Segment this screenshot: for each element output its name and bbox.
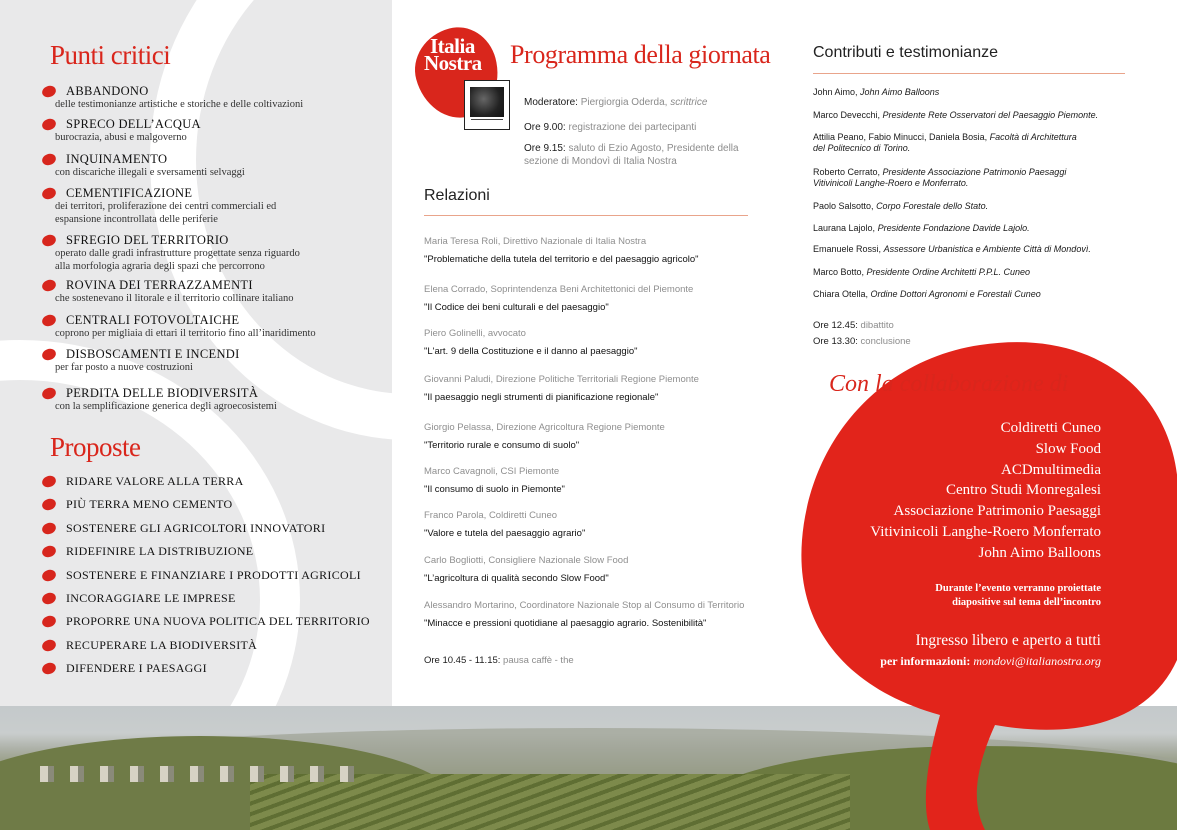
ingresso-line: Ingresso libero e aperto a tutti — [915, 632, 1101, 649]
contributo-name: Attilia Peano, Fabio Minucci, Daniela Bosia, — [813, 132, 988, 142]
contributo-name: Emanuele Rossi, — [813, 244, 882, 254]
partner-name: Associazione Patrimonio Paesaggi — [893, 503, 1101, 520]
proposta-text: DIFENDERE I PAESAGGI — [66, 661, 207, 676]
info-label: per informazioni: — [880, 654, 971, 668]
partner-name: Slow Food — [1035, 440, 1101, 457]
critico-desc: operato dalle gradi infrastrutture progettate senza riguardo — [55, 248, 300, 259]
critico-title: INQUINAMENTO — [66, 152, 168, 166]
relazione-title: "L’agricoltura di qualità secondo Slow Food" — [424, 573, 609, 584]
ore-12-45-text: dibattito — [860, 320, 894, 331]
red-dot-bullet-icon — [41, 152, 58, 167]
red-blob-shape — [780, 330, 1177, 830]
critico-desc: che sostenevano il litorale e il territorio collinare italiano — [55, 293, 294, 304]
proposta-text: PROPORRE UNA NUOVA POLITICA DEL TERRITORIO — [66, 614, 370, 629]
logo-line1: Italia — [430, 34, 475, 58]
relazioni-divider — [424, 215, 748, 216]
village-buildings — [40, 766, 360, 782]
critico-title: PERDITA DELLE BIODIVERSITÀ — [66, 386, 259, 400]
proposta-text: INCORAGGIARE LE IMPRESE — [66, 591, 236, 605]
critico-desc: per far posto a nuove costruzioni — [55, 362, 193, 373]
critico-item — [42, 186, 382, 226]
contributo-item — [813, 267, 1030, 278]
critico-item — [42, 152, 382, 179]
pausa-line — [424, 655, 574, 666]
italia-nostra-logo — [414, 28, 514, 136]
moderatore-role: scrittrice — [670, 97, 708, 108]
critico-item — [42, 117, 382, 144]
contributo-item — [813, 110, 1098, 121]
relatore-name: Carlo Bogliotti, Consigliere Nazionale Slow Food — [424, 555, 629, 566]
critico-desc: con la semplificazione generica degli agroecosistemi — [55, 401, 277, 412]
relazione-title: "Il consumo di suolo in Piemonte" — [424, 484, 565, 495]
proposta-text: SOSTENERE GLI AGRICOLTORI INNOVATORI — [66, 520, 326, 535]
relatore-name: Piero Golinelli, avvocato — [424, 328, 526, 339]
critico-item — [42, 347, 382, 374]
proposta-text: RIDEFINIRE LA DISTRIBUZIONE — [66, 544, 254, 559]
ore-9-15-line2: sezione di Mondovì di Italia Nostra — [524, 156, 677, 167]
moderatore-line — [524, 97, 707, 108]
partner-name: Centro Studi Monregalesi — [946, 482, 1101, 499]
proposta-item — [42, 567, 372, 583]
relatore-name: Giovanni Paludi, Direzione Politiche Territoriali Regione Piemonte — [424, 374, 699, 385]
contributo-role: Presidente Associazione Patrimonio Paesaggi — [882, 167, 1067, 177]
red-dot-bullet-icon — [41, 233, 58, 248]
pausa-label: Ore 10.45 - 11.15: — [424, 655, 501, 666]
partner-name: Vitivinicoli Langhe-Roero Monferrato — [870, 524, 1101, 540]
relatore-name: Maria Teresa Roli, Direttivo Nazionale di Italia Nostra — [424, 236, 647, 247]
contributo-name: John Aimo, — [813, 87, 858, 97]
punti-critici-title: Punti critici — [50, 40, 171, 70]
red-dot-bullet-icon — [41, 661, 58, 676]
relatore-name: Franco Parola, Coldiretti Cuneo — [424, 510, 558, 521]
ore-9-15-block — [524, 142, 739, 168]
red-dot-bullet-icon — [41, 521, 58, 536]
critico-title: SFREGIO DEL TERRITORIO — [66, 233, 229, 247]
relazione-title: "Valore e tutela del paesaggio agrario" — [424, 528, 586, 539]
contributi-divider — [813, 73, 1125, 74]
contributo-role: John Aimo Balloons — [860, 87, 940, 97]
relatore-name: Marco Cavagnoli, CSI Piemonte — [424, 466, 560, 477]
contributo-role: Presidente Ordine Architetti P.P.L. Cuneo — [866, 267, 1030, 277]
ore-9-15-label: Ore 9.15: — [524, 143, 566, 154]
contributo-role: Facoltà di Architettura — [989, 132, 1077, 142]
critico-desc: alla morfologia agraria degli spazi che percorrono — [55, 261, 265, 272]
red-dot-bullet-icon — [41, 278, 58, 293]
contributo-item — [813, 87, 939, 98]
logo-text — [424, 34, 504, 75]
critico-item — [42, 386, 382, 413]
partner-name: Coldiretti Cuneo — [1000, 420, 1101, 436]
programma-title: Programma della giornata — [510, 40, 771, 69]
proposta-item — [42, 520, 372, 536]
critico-item — [42, 233, 382, 273]
contributo-role: Assessore Urbanistica e Ambiente Città di Mondovì. — [883, 244, 1091, 254]
contributo-item — [813, 244, 1091, 255]
red-dot-bullet-icon — [41, 347, 58, 362]
contributo-role-line2: del Politecnico di Torino. — [813, 143, 911, 153]
proposta-text: RIDARE VALORE ALLA TERRA — [66, 474, 244, 488]
vineyard-rows — [250, 774, 850, 830]
critico-title: ABBANDONO — [66, 84, 149, 98]
critico-item — [42, 278, 382, 305]
red-dot-bullet-icon — [41, 568, 58, 583]
proposta-text: PIÙ TERRA MENO CEMENTO — [66, 497, 233, 512]
ore-9-15-line1: saluto di Ezio Agosto, Presidente della — [568, 143, 739, 154]
relatore-name: Alessandro Mortarino, Coordinatore Nazionale Stop al Consumo di Territorio — [424, 600, 745, 611]
proposta-item — [42, 590, 372, 606]
relazione-title: "Il Codice dei beni culturali e del paesaggio" — [424, 302, 609, 313]
proposta-item — [42, 660, 372, 676]
critico-title: SPRECO DELL’ACQUA — [66, 117, 201, 131]
red-dot-bullet-icon — [41, 638, 58, 653]
proposta-text: SOSTENERE E FINANZIARE I PRODOTTI AGRICOLI — [66, 567, 361, 582]
pausa-text: pausa caffè - the — [503, 655, 574, 666]
critico-desc: coprono per migliaia di ettari il territorio fino all’inaridimento — [55, 328, 316, 339]
contributo-name: Roberto Cerrato, — [813, 167, 881, 177]
critico-desc: dei territori, proliferazione dei centri commerciali ed — [55, 201, 277, 212]
collaborazione-title-text: Con la collaborazione di — [829, 371, 1069, 397]
contributo-name: Marco Devecchi, — [813, 110, 881, 120]
relatore-name: Elena Corrado, Soprintendenza Beni Architettonici del Piemonte — [424, 284, 694, 295]
critico-title: ROVINA DEI TERRAZZAMENTI — [66, 278, 253, 292]
red-dot-bullet-icon — [41, 474, 58, 489]
critico-desc: espansione incontrollata delle periferie — [55, 214, 218, 225]
relazione-title: "L'art. 9 della Costituzione e il danno al paesaggio" — [424, 346, 638, 357]
relazione-title: "Il paesaggio negli strumenti di pianificazione regionale" — [424, 392, 659, 403]
ore-9-00-line — [524, 122, 696, 133]
moderatore-label: Moderatore: — [524, 97, 578, 108]
critico-desc: con discariche illegali e sversamenti selvaggi — [55, 167, 245, 178]
red-dot-bullet-icon — [41, 186, 58, 201]
contributi-title: Contributi e testimonianze — [813, 44, 998, 61]
partner-name: ACDmultimedia — [1001, 461, 1101, 478]
contributo-item — [813, 201, 988, 212]
logo-emblem-image — [470, 87, 504, 117]
relazione-title: "Territorio rurale e consumo di suolo" — [424, 440, 580, 451]
contributo-name: Chiara Otella, — [813, 289, 869, 299]
contributo-name: Laurana Lajolo, — [813, 223, 876, 233]
relazione-title: "Problematiche della tutela del territorio e del paesaggio agricolo" — [424, 254, 699, 265]
partner-name: John Aimo Balloons — [978, 544, 1101, 561]
contributo-item — [813, 289, 1041, 300]
durante-line1: Durante l’evento verranno proiettate — [935, 583, 1101, 594]
red-dot-bullet-icon — [41, 497, 58, 512]
collaborazione-title — [829, 371, 1068, 398]
red-dot-bullet-icon — [41, 386, 58, 401]
proposta-item — [42, 496, 372, 512]
ore-13-30-text: conclusione — [860, 336, 911, 347]
critico-item — [42, 313, 382, 340]
relatore-name: Giorgio Pelassa, Direzione Agricoltura Regione Piemonte — [424, 422, 665, 433]
red-dot-bullet-icon — [41, 591, 58, 606]
contributo-role: Corpo Forestale dello Stato. — [876, 201, 989, 211]
relazioni-title: Relazioni — [424, 187, 490, 204]
proposta-item — [42, 637, 372, 653]
contributo-name: Paolo Salsotto, — [813, 201, 874, 211]
critico-title: CEMENTIFICAZIONE — [66, 186, 193, 200]
durante-note — [890, 582, 1101, 610]
info-line — [830, 654, 1101, 669]
red-dot-bullet-icon — [41, 614, 58, 629]
proposta-item — [42, 543, 372, 559]
contributo-item — [813, 223, 1030, 234]
red-dot-bullet-icon — [41, 117, 58, 132]
contributo-name: Marco Botto, — [813, 267, 865, 277]
proposte-title: Proposte — [50, 432, 141, 462]
critico-item — [42, 84, 382, 111]
contributo-role: Presidente Rete Osservatori del Paesaggio Piemonte. — [882, 110, 1099, 120]
durante-line2: diapositive sul tema dell’incontro — [952, 597, 1101, 608]
red-dot-bullet-icon — [41, 313, 58, 328]
logo-emblem — [464, 80, 510, 130]
relazione-title: "Minacce e pressioni quotidiane al paesaggio agrario. Sostenibilità" — [424, 618, 707, 629]
ore-12-45-label: Ore 12.45: — [813, 320, 858, 331]
contributo-role: Ordine Dottori Agronomi e Forestali Cuneo — [870, 289, 1041, 299]
critico-desc: burocrazia, abusi e malgoverno — [55, 132, 187, 143]
moderatore-name: Piergiorgia Oderda, — [580, 97, 668, 108]
proposta-item — [42, 473, 372, 489]
contributo-role-line2: Vitivinicoli Langhe-Roero e Monferrato. — [813, 178, 969, 188]
ore-9-00-label: Ore 9.00: — [524, 122, 566, 133]
ore-9-00-text: registrazione dei partecipanti — [568, 122, 697, 133]
proposta-text: RECUPERARE LA BIODIVERSITÀ — [66, 637, 258, 652]
ore-13-30-label: Ore 13.30: — [813, 336, 858, 347]
contributo-item — [813, 132, 1077, 154]
info-email[interactable]: mondovi@italianostra.org — [973, 654, 1101, 668]
red-dot-bullet-icon — [41, 544, 58, 559]
red-dot-bullet-icon — [41, 84, 58, 99]
contributo-role: Presidente Fondazione Davide Lajolo. — [877, 223, 1030, 233]
logo-line2: Nostra — [424, 51, 482, 75]
logo-emblem-caption — [471, 119, 503, 125]
critico-title: DISBOSCAMENTI E INCENDI — [66, 347, 240, 361]
proposta-item — [42, 613, 372, 629]
critico-title: CENTRALI FOTOVOLTAICHE — [66, 313, 240, 327]
contributo-item — [813, 167, 1066, 189]
critico-desc: delle testimonianze artistiche e storiche e delle coltivazioni — [55, 99, 304, 110]
